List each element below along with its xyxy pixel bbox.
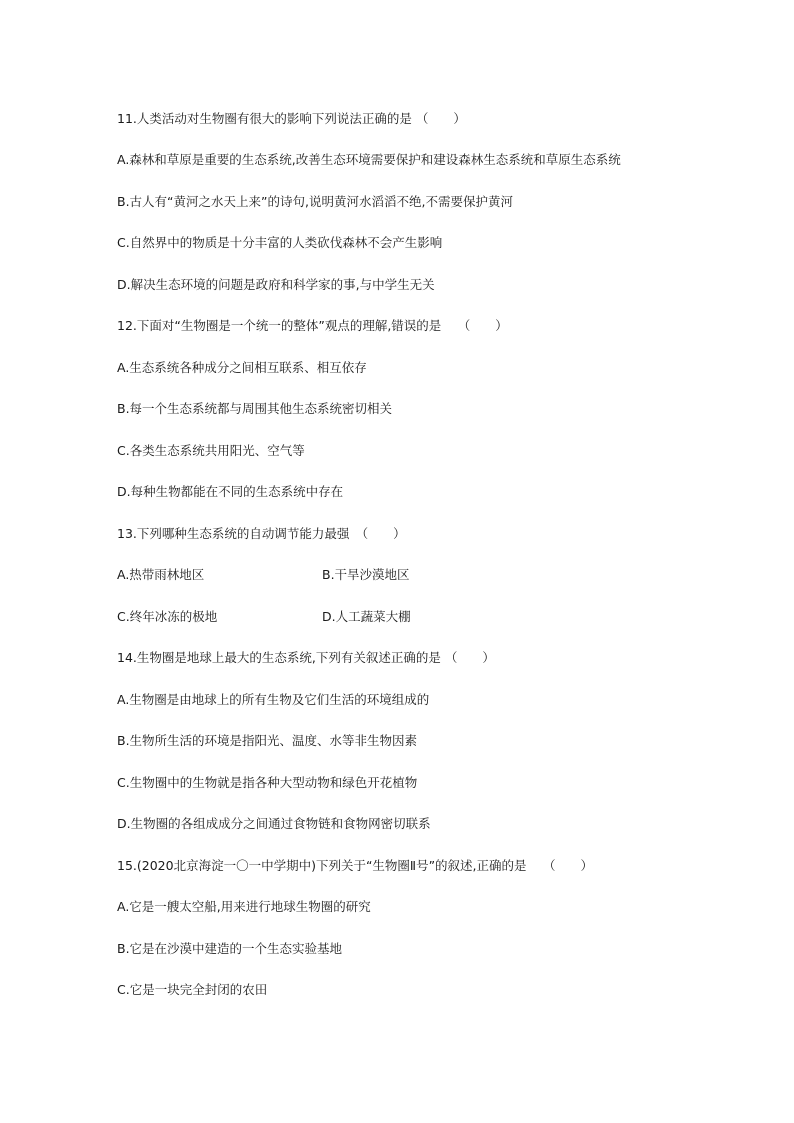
question-12-option-c: C.各类生态系统共用阳光、空气等 bbox=[117, 443, 305, 458]
question-15-option-c: C.它是一块完全封闭的农田 bbox=[117, 982, 268, 997]
question-13-option-d: D.人工蔬菜大棚 bbox=[322, 609, 411, 624]
question-11-option-d: D.解决生态环境的问题是政府和科学家的事,与中学生无关 bbox=[117, 277, 435, 292]
question-12-option-a: A.生态系统各种成分之间相互联系、相互依存 bbox=[117, 360, 367, 375]
question-13-option-c: C.终年冰冻的极地 bbox=[117, 609, 218, 624]
question-14-option-b: B.生物所生活的环境是指阳光、温度、水等非生物因素 bbox=[117, 733, 418, 748]
question-11-stem: 11.人类活动对生物圈有很大的影响下列说法正确的是 （ ） bbox=[117, 111, 466, 126]
question-12-stem: 12.下面对“生物圈是一个统一的整体”观点的理解,错误的是 （ ） bbox=[117, 318, 508, 333]
question-14-option-d: D.生物圈的各组成成分之间通过食物链和食物网密切联系 bbox=[117, 816, 431, 831]
question-14-stem: 14.生物圈是地球上最大的生态系统,下列有关叙述正确的是 （ ） bbox=[117, 650, 495, 665]
question-11-option-b: B.古人有“黄河之水天上来”的诗句,说明黄河水滔滔不绝,不需要保护黄河 bbox=[117, 194, 513, 209]
question-14-option-a: A.生物圈是由地球上的所有生物及它们生活的环境组成的 bbox=[117, 692, 430, 707]
question-11-option-c: C.自然界中的物质是十分丰富的人类砍伐森林不会产生影响 bbox=[117, 235, 443, 250]
question-15-option-b: B.它是在沙漠中建造的一个生态实验基地 bbox=[117, 941, 343, 956]
question-12-option-b: B.每一个生态系统都与周围其他生态系统密切相关 bbox=[117, 401, 393, 416]
question-14-option-c: C.生物圈中的生物就是指各种大型动物和绿色开花植物 bbox=[117, 775, 418, 790]
question-15-stem: 15.(2020北京海淀一〇一中学期中)下列关于“生物圈Ⅱ号”的叙述,正确的是 （ ） bbox=[117, 858, 593, 873]
question-15-option-a: A.它是一艘太空船,用来进行地球生物圈的研究 bbox=[117, 899, 371, 914]
question-13-option-a: A.热带雨林地区 bbox=[117, 567, 205, 582]
question-12-option-d: D.每种生物都能在不同的生态系统中存在 bbox=[117, 484, 344, 499]
question-13-stem: 13.下列哪种生态系统的自动调节能力最强 （ ） bbox=[117, 526, 406, 541]
question-13-option-b: B.干旱沙漠地区 bbox=[322, 567, 410, 582]
question-11-option-a: A.森林和草原是重要的生态系统,改善生态环境需要保护和建设森林生态系统和草原生态系统 bbox=[117, 152, 621, 167]
